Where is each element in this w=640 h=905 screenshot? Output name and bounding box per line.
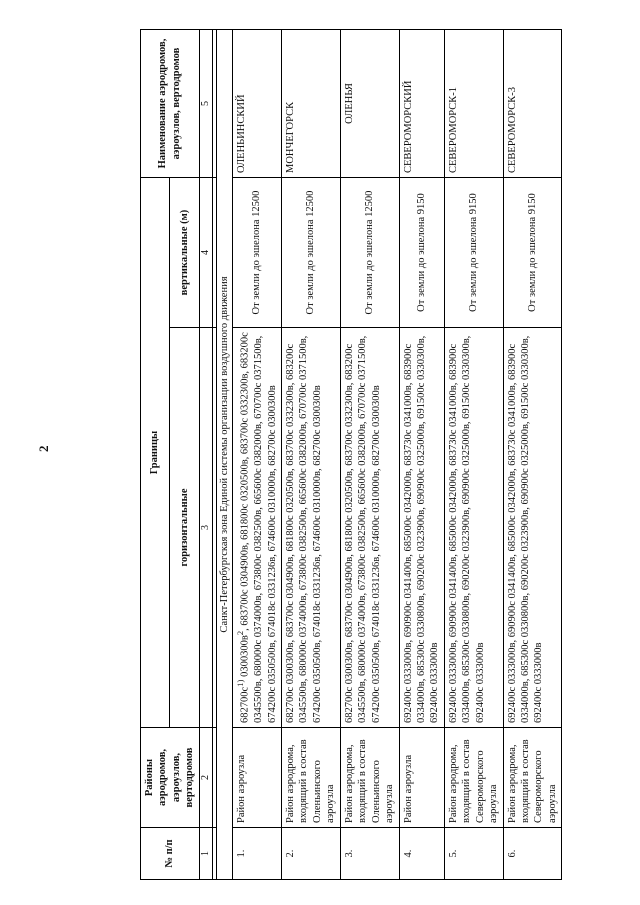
row-number: 2.: [282, 828, 341, 880]
row-district: Район аэроузла: [399, 728, 444, 828]
header-districts: Районы аэродромов, аэроузлов, вертодромов: [141, 728, 200, 828]
zone-title: Санкт-Петербургская зона Единой системы организации воздушного движения: [216, 30, 232, 880]
row-name: СЕВЕРОМОРСКИЙ: [399, 30, 444, 178]
column-number-row: [199, 30, 212, 880]
row-horizontal: 692400с 0333000в, 690900с 0341400в, 685000с 0342000в, 683730с 0341000в, 683900с 0334000в, 685300с 0330800в, 690200с 0323900в, 690900с 0325000в, 691500с 0330300в, 692400с 0333000в: [503, 328, 562, 728]
table-row: [399, 30, 444, 880]
row-horizontal: 692400с 0333000в, 690900с 0341400в, 685000с 0342000в, 683730с 0341000в, 683900с 0334000в, 685300с 0330800в, 690200с 0323900в, 690900с 0325000в, 691500с 0330300в, 692400с 0333000в: [399, 328, 444, 728]
row-name: ОЛЕНЬЯ: [340, 30, 399, 178]
table-row: [503, 30, 562, 880]
rotated-table-wrapper: [140, 30, 610, 880]
column-number: 1: [199, 828, 212, 880]
row-horizontal: 682700с 0300300в, 683700с 0304900в, 681800с 0320500в, 683700с 0332300в, 683200с 0345500в, 680000с 0374000в, 673800с 0382500в, 665600с 0382000в, 670700с 0371500в, 674200с 0350500в, 674018с 0331236в, 674600с 0310000в, 682700с 0300300в: [282, 328, 341, 728]
row-name: СЕВЕРОМОРСК-3: [503, 30, 562, 178]
row-number: 3.: [340, 828, 399, 880]
coord-text: 0300300в: [239, 635, 251, 680]
row-name: ОЛЕНЬИНСКИЙ: [233, 30, 282, 178]
header-num: № п/п: [141, 828, 200, 880]
zone-row: [216, 30, 232, 880]
row-vertical: От земли до эшелона 12500: [282, 178, 341, 328]
row-vertical: От земли до эшелона 9150: [503, 178, 562, 328]
column-number: 5: [199, 30, 212, 178]
row-district: Район аэроузла: [233, 728, 282, 828]
row-number: 6.: [503, 828, 562, 880]
table-row: [340, 30, 399, 880]
page-number: 2: [36, 445, 51, 452]
row-horizontal: 682700с 0300300в, 683700с 0304900в, 681800с 0320500в, 683700с 0332300в, 683200с 0345500в, 680000с 0374000в, 673800с 0382500в, 665600с 0382000в, 670700с 0371500в, 674200с 0350500в, 674018с 0331236в, 674600с 0310000в, 682700с 0300300в: [340, 328, 399, 728]
coord-text: 682700с: [239, 686, 251, 723]
header-names: Наименование аэродромов, аэроузлов, вертодромов: [141, 30, 200, 178]
row-vertical: От земли до эшелона 9150: [444, 178, 503, 328]
column-number: 2: [199, 728, 212, 828]
table-row: [444, 30, 503, 880]
row-vertical: От земли до эшелона 12500: [340, 178, 399, 328]
footnote-mark: 2: [235, 630, 246, 636]
row-number: 4.: [399, 828, 444, 880]
row-vertical: От земли до эшелона 12500: [233, 178, 282, 328]
header-horizontal: горизонтальные: [170, 328, 199, 728]
table-row: [282, 30, 341, 880]
row-horizontal: [233, 328, 282, 728]
row-name: СЕВЕРОМОРСК-1: [444, 30, 503, 178]
header-boundaries: Границы: [141, 178, 170, 728]
row-district: Район аэродрома, входящий в состав Оленьинского аэроузла: [282, 728, 341, 828]
airspace-table: [140, 29, 562, 880]
header-vertical: вертикальные (м): [170, 178, 199, 328]
column-number: 4: [199, 178, 212, 328]
row-district: Район аэродрома, входящий в состав Североморского аэроузла: [503, 728, 562, 828]
column-number: 3: [199, 328, 212, 728]
row-horizontal: 692400с 0333000в, 690900с 0341400в, 685000с 0342000в, 683730с 0341000в, 683900с 0334000в, 685300с 0330800в, 690200с 0323900в, 690900с 0325000в, 691500с 0330300в, 692400с 0333000в: [444, 328, 503, 728]
row-name: МОНЧЕГОРСК: [282, 30, 341, 178]
row-vertical: От земли до эшелона 9150: [399, 178, 444, 328]
row-number: 5.: [444, 828, 503, 880]
row-district: Район аэродрома, входящий в состав Североморского аэроузла: [444, 728, 503, 828]
row-number: 1.: [233, 828, 282, 880]
row-district: Район аэродрома, входящий в состав Оленьинского аэроузла: [340, 728, 399, 828]
coord-text: , 683700с 0304900в, 681800с 0320500в, 683700с 0332300в, 683200с 0345500в, 680000с 0374000в, 673800с 0382500в, 665600с 0382000в, 670700с 0371500в, 674200с 0350500в, 674018с 0331236в, 674600с 0310000в, 682700с 0300300в: [239, 332, 278, 723]
footnote-mark: 1): [235, 679, 246, 687]
table-row: [233, 30, 282, 880]
